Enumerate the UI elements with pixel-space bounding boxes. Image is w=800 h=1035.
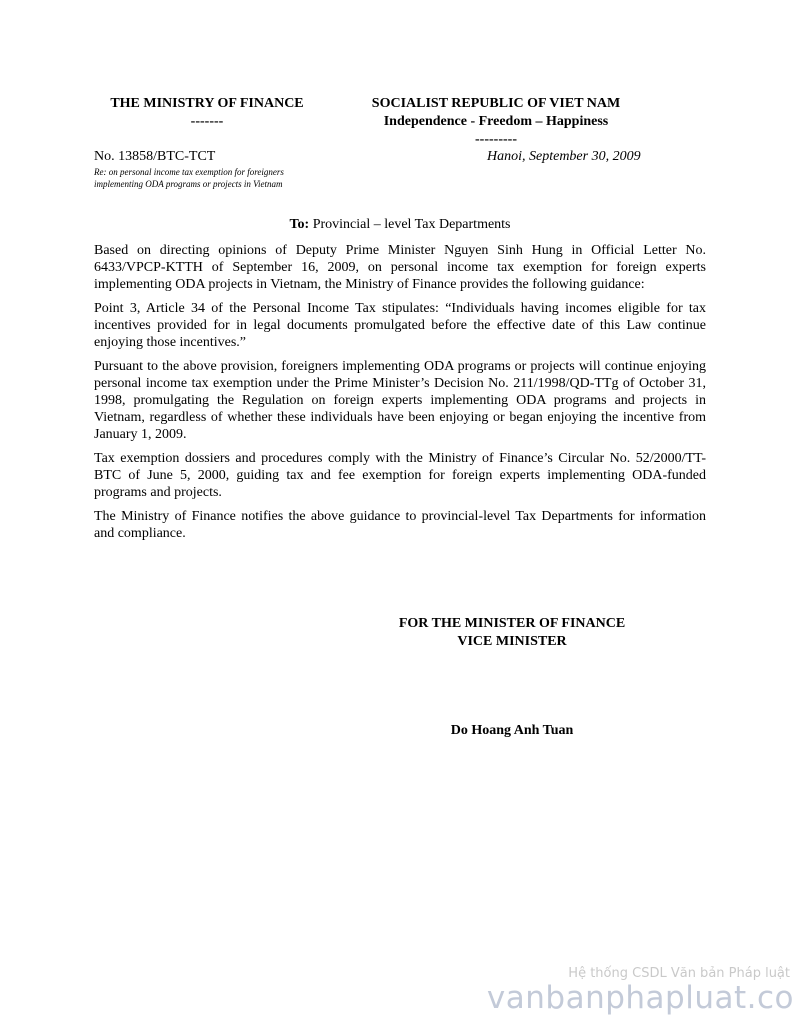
body-paragraph: The Ministry of Finance notifies the above guidance to provincial-level Tax Departments for information and compliance.: [94, 509, 706, 541]
body-paragraph: Point 3, Article 34 of the Personal Income Tax stipulates: “Individuals having incomes eligible for tax incentives provided for in legal documents promulgated before the effective date of this Law continue enjoying those incentives.”: [94, 301, 706, 350]
document-body: [94, 242, 706, 549]
ministry-rule: -------: [190, 114, 224, 129]
body-paragraph: Pursuant to the above provision, foreigners implementing ODA programs or projects will continue enjoying personal income tax exemption under the Prime Minister’s Decision No. 211/1998/QD-TTg of October 31, 1998, promulgating the Regulation on foreign experts implementing ODA programs and projects in Vietnam, regardless of whether these individuals have been enjoying or began enjoying the incentive from January 1, 2009.: [94, 359, 706, 442]
national-header: [340, 95, 652, 149]
watermark-caption: Hệ thống CSDL Văn bản Pháp luật: [568, 966, 790, 981]
issuing-authority: [80, 95, 334, 131]
body-paragraph: Tax exemption dossiers and procedures comply with the Ministry of Finance’s Circular No. 52/2000/TT-BTC of June 5, 2000, guiding tax and fee exemption for foreign experts implementing ODA-funded programs and projects.: [94, 451, 706, 500]
document-date: Hanoi, September 30, 2009: [487, 149, 641, 164]
signer-name: Do Hoang Anh Tuan: [450, 723, 574, 738]
watermark-site: vanbanphapluat.co: [486, 980, 794, 1016]
signature-title: FOR THE MINISTER OF FINANCE: [398, 616, 626, 631]
signature-block: [340, 615, 684, 651]
document-subject: Re: on personal income tax exemption for foreigners implementing ODA programs or projects in Vietnam: [94, 167, 284, 189]
ministry-name: THE MINISTRY OF FINANCE: [110, 96, 304, 111]
republic-name: SOCIALIST REPUBLIC OF VIET NAM: [371, 96, 621, 111]
body-paragraph: Based on directing opinions of Deputy Prime Minister Nguyen Sinh Hung in Official Letter No. 6433/VPCP-KTTH of September 16, 2009, on personal income tax exemption for foreign experts implementing ODA projects in Vietnam, the Ministry of Finance provides the following guidance:: [94, 243, 706, 292]
recipient-line: [0, 217, 800, 233]
document-number: No. 13858/BTC-TCT: [94, 149, 216, 164]
recipient-value: Provincial – level Tax Departments: [309, 217, 511, 232]
signature-position: VICE MINISTER: [457, 634, 567, 649]
motto-rule: ---------: [475, 132, 517, 147]
national-motto: Independence - Freedom – Happiness: [383, 114, 609, 129]
recipient-label: To:: [289, 217, 310, 232]
